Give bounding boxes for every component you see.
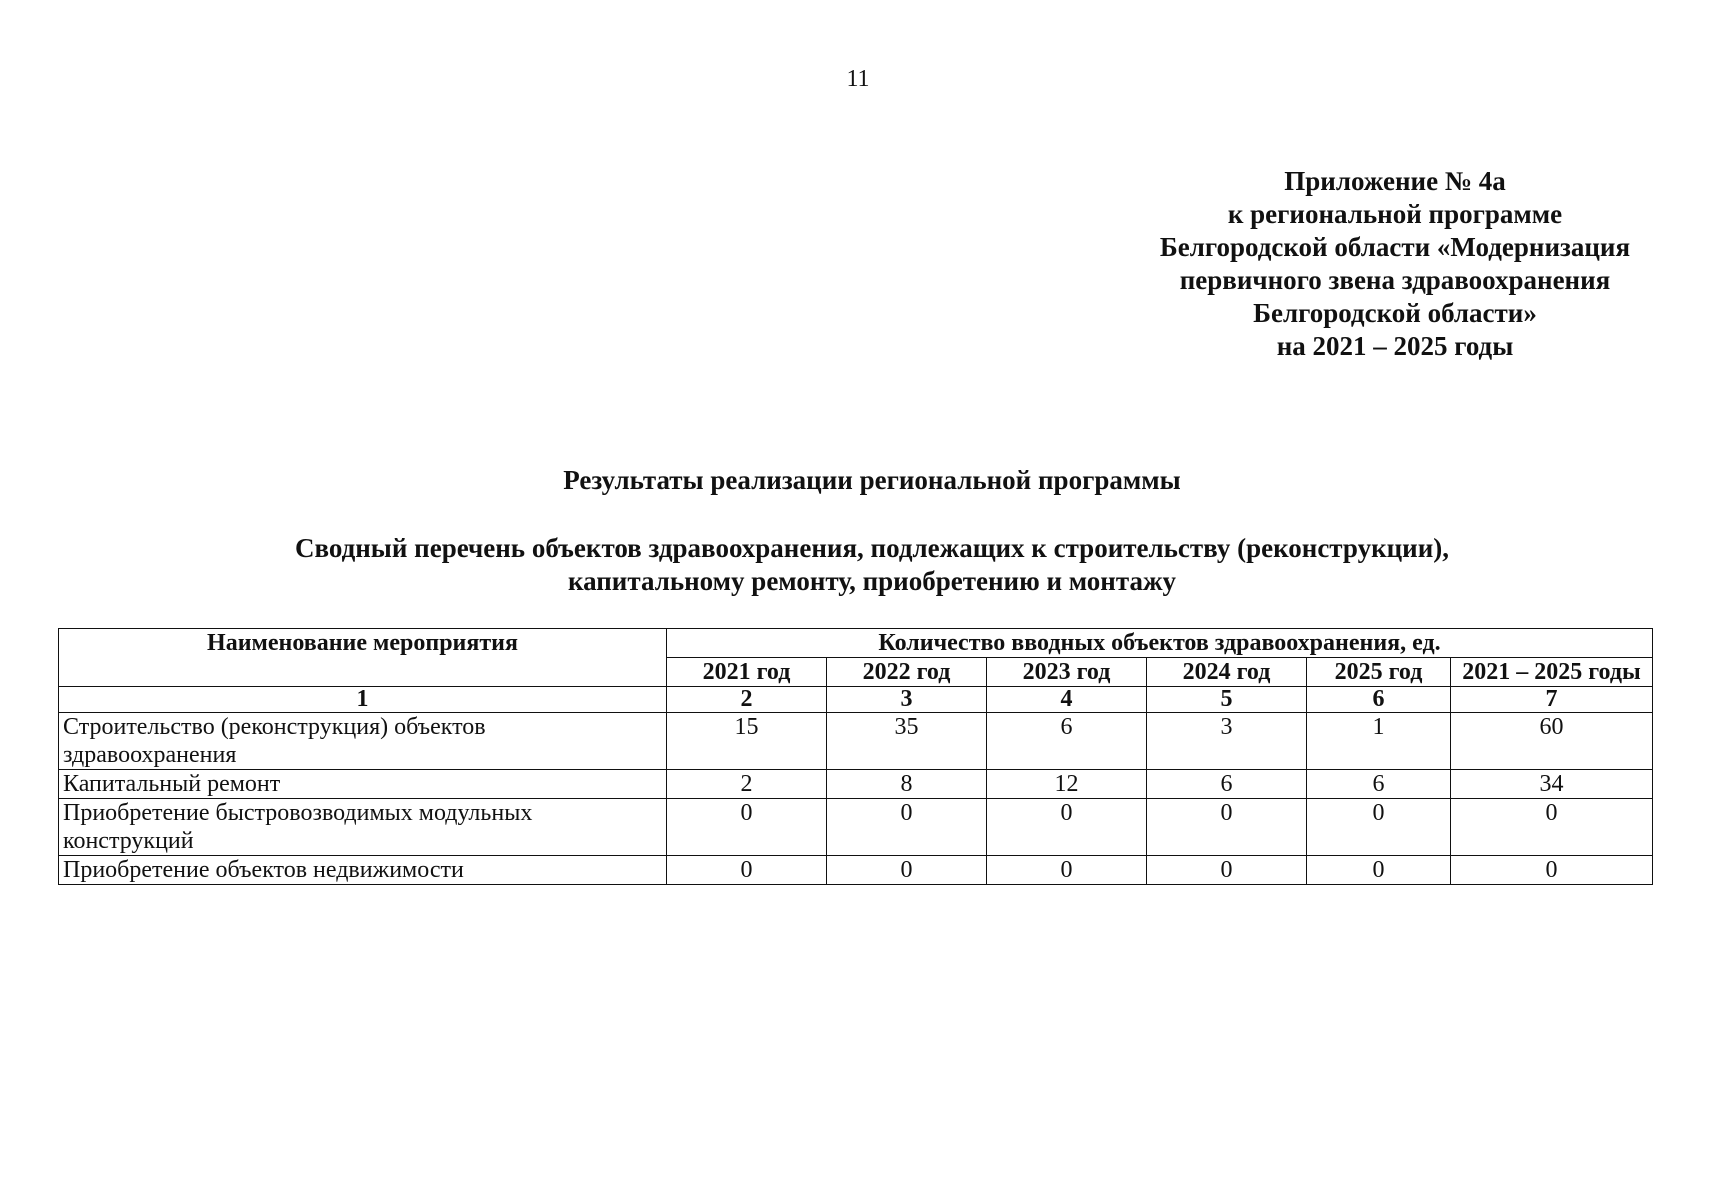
row-name-line: конструкций — [63, 828, 194, 854]
appendix-line: к региональной программе — [1227, 199, 1563, 229]
total-cell: 0 — [1451, 856, 1653, 885]
value-cell: 0 — [667, 856, 827, 885]
total-cell: 34 — [1451, 770, 1653, 799]
column-number: 2 — [667, 687, 827, 713]
table-row — [59, 856, 1653, 885]
column-number: 1 — [59, 687, 667, 713]
appendix-line: первичного звена здравоохранения — [1179, 265, 1611, 295]
value-cell: 0 — [667, 799, 827, 856]
value-cell: 6 — [1307, 770, 1451, 799]
appendix-line: на 2021 – 2025 годы — [1276, 331, 1514, 361]
value-cell: 12 — [987, 770, 1147, 799]
row-name-line: Приобретение быстровозводимых модульных — [63, 800, 533, 826]
row-name-line: Приобретение объектов недвижимости — [63, 857, 464, 883]
year-column-header: 2025 год — [1307, 658, 1451, 687]
row-name-cell — [59, 856, 667, 885]
value-cell: 0 — [1307, 799, 1451, 856]
year-column-header: 2021 год — [667, 658, 827, 687]
subtitle-line: капитальному ремонту, приобретению и монтажу — [567, 566, 1177, 596]
year-column-header: 2023 год — [987, 658, 1147, 687]
column-number: 7 — [1451, 687, 1653, 713]
column-number: 3 — [827, 687, 987, 713]
column-number: 5 — [1147, 687, 1307, 713]
value-cell: 1 — [1307, 713, 1451, 770]
subtitle-line: Сводный перечень объектов здравоохранения, подлежащих к строительству (реконструкции), — [294, 533, 1450, 563]
column-number-row — [59, 687, 1653, 713]
value-cell: 0 — [1307, 856, 1451, 885]
appendix-line: Белгородской области» — [1253, 298, 1537, 328]
row-name-line: Строительство (реконструкция) объектов — [63, 714, 486, 740]
total-cell: 60 — [1451, 713, 1653, 770]
value-cell: 2 — [667, 770, 827, 799]
row-name-cell — [59, 713, 667, 770]
table-row — [59, 770, 1653, 799]
row-name-cell — [59, 770, 667, 799]
table-row — [59, 799, 1653, 856]
results-table — [58, 628, 1653, 885]
value-cell: 0 — [827, 799, 987, 856]
row-name-cell — [59, 799, 667, 856]
year-column-header: 2024 год — [1147, 658, 1307, 687]
year-column-header: 2022 год — [827, 658, 987, 687]
value-cell: 15 — [667, 713, 827, 770]
value-cell: 0 — [827, 856, 987, 885]
value-cell: 0 — [1147, 799, 1307, 856]
page-number: 11 — [846, 66, 870, 92]
table-row — [59, 713, 1653, 770]
appendix-line: Белгородской области «Модернизация — [1159, 232, 1631, 262]
document-subtitle — [0, 532, 1716, 598]
total-column-header: 2021 – 2025 годы — [1451, 658, 1653, 687]
header-row — [59, 629, 1653, 658]
value-cell: 3 — [1147, 713, 1307, 770]
column-number: 6 — [1307, 687, 1451, 713]
document-title: Результаты реализации региональной программы — [563, 465, 1181, 495]
appendix-line: Приложение № 4а — [1284, 166, 1506, 196]
value-cell: 6 — [987, 713, 1147, 770]
column-number: 4 — [987, 687, 1147, 713]
value-cell: 6 — [1147, 770, 1307, 799]
row-name-line: здравоохранения — [63, 742, 237, 768]
value-cell: 0 — [987, 799, 1147, 856]
value-cell: 8 — [827, 770, 987, 799]
value-cell: 0 — [987, 856, 1147, 885]
row-name-line: Капитальный ремонт — [63, 771, 281, 797]
appendix-header — [1120, 165, 1670, 363]
group-column-header: Количество вводных объектов здравоохранения, ед. — [667, 629, 1653, 658]
value-cell: 35 — [827, 713, 987, 770]
total-cell: 0 — [1451, 799, 1653, 856]
name-column-header: Наименование мероприятия — [59, 629, 667, 687]
value-cell: 0 — [1147, 856, 1307, 885]
